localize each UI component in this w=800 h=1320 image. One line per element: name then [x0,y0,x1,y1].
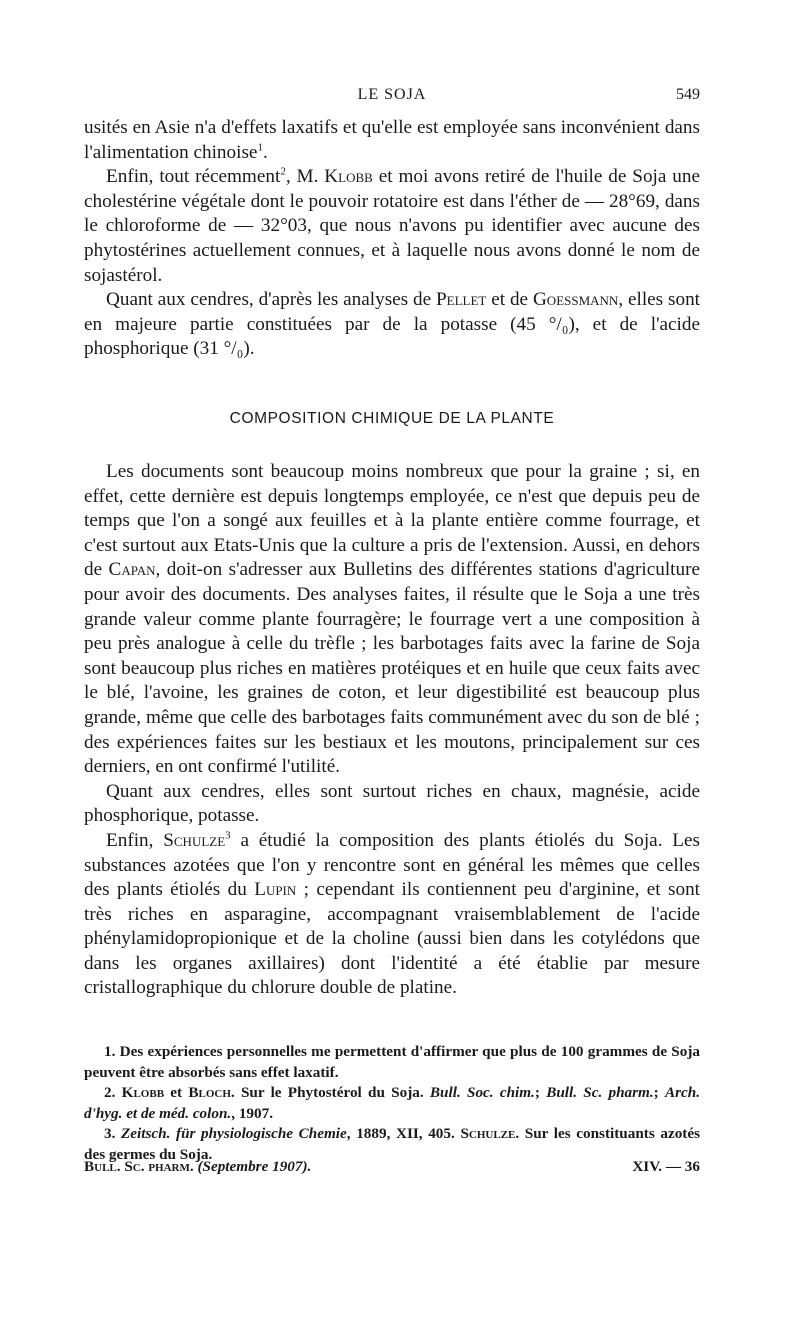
footnote-3: 3. Zeitsch. für physiologische Chemie, 1889, XII, 405. Schulze. Sur les constituants azotés des germes du Soja. [84,1125,701,1163]
intro-text [84,116,700,362]
running-title: LE SOJA [357,86,427,103]
footnote-2: 2. Klobb et Bloch. Sur le Phytostérol du Soja. Bull. Soc. chim.; Bull. Sc. pharm.; Arch. d'hyg. et de méd. colon., 1907. [84,1084,701,1122]
author-name: Pellet [436,289,487,311]
page-footer [84,1158,700,1176]
footnotes [84,1042,700,1165]
journal-abbrev: Bull. Sc. pharm. [84,1158,194,1175]
author-name: Goessmann [532,289,619,311]
section-heading: COMPOSITION CHIMIQUE DE LA PLANTE [229,410,555,427]
author-name: Klobb [324,166,373,188]
issue-date: (Septembre 1907). [197,1158,312,1175]
footnote-ref: 2 [280,165,286,178]
page-header [84,86,700,110]
footnote-1: 1. Des expériences personnelles me permettent d'affirmer que plus de 100 grammes de Soja peuvent être absorbés sans effet laxatif. [84,1043,700,1081]
footnote-ref: 1 [257,141,263,154]
author-name: Schulze [163,829,226,851]
author-name: Capan [108,559,156,581]
paragraph-continued: usités en Asie n'a d'effets laxatifs et qu'elle est employée sans inconvénient dans l'alimentation chinoise$^1$. [84,117,700,163]
paragraph-schulze: Enfin, Schulze$^3$ a étudié la composition des plants étiolés du Soja. Les substances azotées que l'on y rencontre sont en général les mêmes que celles des plants étiolés du Lupin ; cependant ils contiennent peu d'arginine, et sont très riches en asparagine, accompagnant vraisemblablement de l'acide phénylamidopropionique et de la choline (aussi bien dans les cotylédons que dans les organes axillaires) dont l'identité a été établie par mesure cristallographique du chlorure double de platine. [84,829,700,999]
plant-name: Lupin [254,879,297,901]
page-number: 549 [676,86,700,103]
paragraph-sojasterol: Enfin, tout récemment$^2$, M. Klobb et moi avons retiré de l'huile de Soja une cholestérine végétale dont le pouvoir rotatoire est dans l'éther de — 28°69, dans le chloroforme de — 32°03, que nous n'avons pu identifier avec aucune des phytostérines actuellement connues, et à laquelle nous avons donné le nom de sojastérol. [84,165,701,286]
paragraph-ash-composition: Quant aux cendres, elles sont surtout riches en chaux, magnésie, acide phosphorique, potasse. [84,780,700,827]
footnote-ref: 3 [225,829,231,842]
volume-mark: XIV. — 36 [632,1158,700,1175]
paragraph-ashes: Quant aux cendres, d'après les analyses de Pellet et de Goessmann, elles sont en majeure partie constituées par de la potasse (45 °/₀), et de l'acide phosphorique (31 °/₀). [84,289,700,360]
section-text [84,460,700,1001]
paragraph-documents: Les documents sont beaucoup moins nombreux que pour la graine ; si, en effet, cette dernière est depuis longtemps employée, ce n'est que depuis peu de temps que l'on a songé aux feuilles et à la plante entière comme fourrage, et c'est surtout aux Etats-Unis que la culture a pris de l'extension. Aussi, en dehors de Capan, doit-on s'adresser aux Bulletins des différentes stations d'agriculture pour avoir des documents. Des analyses faites, il résulte que le Soja a une très grande valeur comme plante fourragère; le fourrage vert a une composition à peu près analogue à celle du trèfle ; les barbotages faits avec la farine de Soja sont beaucoup plus riches en matières protéiques et en huile que ceux faits avec le blé, l'avoine, les graines de coton, et leur digestibilité est beaucoup plus grande, même que celle des barbotages faits communément avec du son de blé ; des expériences faites sur les bestiaux et les moutons, principalement sur ces derniers, en ont confirmé l'utilité. [84,461,700,778]
